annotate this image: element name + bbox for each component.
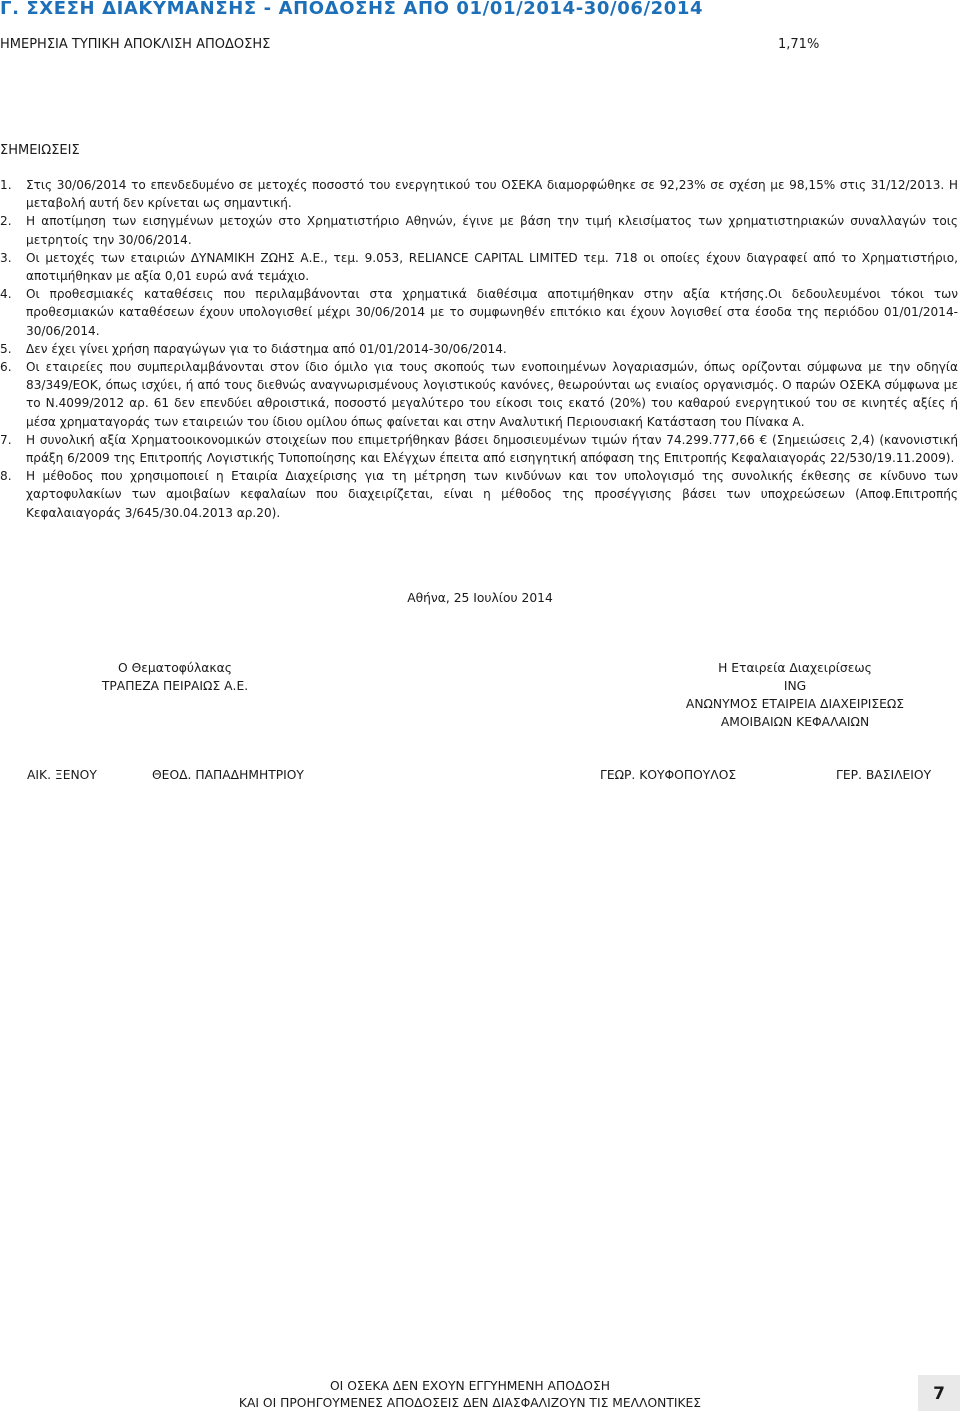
note-item xyxy=(0,358,958,431)
note-number: 4. xyxy=(0,287,12,302)
footer-disclaimer xyxy=(170,1378,770,1412)
signatory-3: ΓΕΩΡ. ΚΟΥΦΟΠΟΥΛΟΣ xyxy=(600,768,737,782)
note-item xyxy=(0,249,958,285)
page-number: 7 xyxy=(918,1375,960,1411)
management-company-line1: ING xyxy=(783,679,807,693)
note-text: Οι μετοχές των εταιριών ΔΥΝΑΜΙΚΗ ΖΩΗΣ Α.Ε., τεμ. 9.053, RELIANCE CAPITAL LIMITED τεμ. 718 οι οποίες έχουν διαγραφεί από το Χρηματιστήριο, αποτιμήθηκαν με αξία 0,01 ευρώ ανά τεμάχιο. xyxy=(26,250,958,284)
section-title: Γ. ΣΧΕΣΗ ΔΙΑΚΥΜΑΝΣΗΣ - ΑΠΟΔΟΣΗΣ ΑΠΟ 01/01/2014-30/06/2014 xyxy=(0,0,704,19)
note-text: Οι προθεσμιακές καταθέσεις που περιλαμβάνονται στα χρηματικά διαθέσιμα αποτιμήθηκαν στην αξία κτήσης.Οι δεδουλευμένοι τόκοι των προθεσμιακών καταθέσεων έχουν υπολογισθεί μέχρι 30/06/2014 με το συμφωνηθέν επιτόκιο και έχουν λογισθεί στα έσοδα της περιόδου 01/01/2014-30/06/2014. xyxy=(26,287,958,338)
note-item xyxy=(0,340,958,358)
note-number: 5. xyxy=(0,341,12,356)
note-item xyxy=(0,176,958,212)
signatory-1: ΑΙΚ. ΞΕΝΟΥ xyxy=(27,768,97,782)
note-text: Οι εταιρείες που συμπεριλαμβάνονται στον ίδιο όμιλο για τους σκοπούς των ενοποιημένων λογαριασμών, όπως ορίζονται σύμφωνα με την οδηγία 83/349/ΕΟΚ, όπως ισχύει, ή από τους διεθνώς αναγνωρισμένους λογιστικούς κανόνες, θεωρούνται ως ενιαίος οργανισμός. Ο παρών ΟΣΕΚΑ σύμφωνα με το Ν.4099/2012 αρ. 61 δεν επενδύει αθροιστικά, ποσοστό μεγαλύτερο του είκοσι τοις εκατό (20%) του καθαρού ενεργητικού του σε κινητές αξίες ή μέσα χρηματαγοράς των εταιρειών του ίδιου ομίλου όπως φαίνεται και στην Αναλυτική Περιουσιακή Κατάσταση του Πίνακα Α. xyxy=(26,360,958,429)
note-item xyxy=(0,431,958,467)
management-company-line3: ΑΜΟΙΒΑΙΩΝ ΚΕΦΑΛΑΙΩΝ xyxy=(720,715,870,729)
notes-list xyxy=(0,176,958,522)
note-number: 8. xyxy=(0,469,12,484)
note-item xyxy=(0,467,958,522)
management-company-role: Η Εταιρεία Διαχειρίσεως xyxy=(718,661,872,675)
note-number: 6. xyxy=(0,360,12,375)
place-date: Αθήνα, 25 Ιουλίου 2014 xyxy=(407,591,553,605)
note-number: 1. xyxy=(0,178,12,192)
signatory-2: ΘΕΟΔ. ΠΑΠΑΔΗΜΗΤΡΙΟΥ xyxy=(152,768,304,782)
note-number: 3. xyxy=(0,250,12,265)
std-deviation-label: ΗΜΕΡΗΣΙΑ ΤΥΠΙΚΗ ΑΠΟΚΛΙΣΗ ΑΠΟΔΟΣΗΣ xyxy=(0,37,271,52)
notes-heading: ΣΗΜΕΙΩΣΕΙΣ xyxy=(0,143,80,158)
footer-line-1: ΟΙ ΟΣΕΚΑ ΔΕΝ ΕΧΟΥΝ ΕΓΓΥΗΜΕΝΗ ΑΠΟΔΟΣΗ xyxy=(329,1379,610,1393)
note-item xyxy=(0,285,958,340)
std-deviation-value: 1,71% xyxy=(778,37,820,52)
management-company-line2: ΑΝΩΝΥΜΟΣ ΕΤΑΙΡΕΙΑ ΔΙΑΧΕΙΡΙΣΕΩΣ xyxy=(685,697,905,711)
note-number: 7. xyxy=(0,432,12,447)
note-item xyxy=(0,212,958,248)
note-text: Η αποτίμηση των εισηγμένων μετοχών στο Χρηματιστήριο Αθηνών, έγινε με βάση την τιμή κλεισίματος των χρηματιστηριακών συναλλαγών τοις μετρητοίς την 30/06/2014. xyxy=(26,214,958,247)
note-text: Η συνολική αξία Χρηματοοικονομικών στοιχείων που επιμετρήθηκαν βάσει δημοσιευμένων τιμών ήταν 74.299.777,66 € (Σημειώσεις 2,4) (κανονιστική πράξη 6/2009 της Επιτροπής Λογιστικής Τυποποίησης και Ελέγχων έπειτα από εισηγητική απόφαση της Επιτροπής Κεφαλαιαγοράς 22/530/19.11.2009). xyxy=(26,432,958,466)
footer-line-2: ΚΑΙ ΟΙ ΠΡΟΗΓΟΥΜΕΝΕΣ ΑΠΟΔΟΣΕΙΣ ΔΕΝ ΔΙΑΣΦΑΛΙΖΟΥΝ ΤΙΣ ΜΕΛΛΟΝΤΙΚΕΣ xyxy=(238,1396,702,1410)
note-text: Στις 30/06/2014 το επενδεδυμένο σε μετοχές ποσοστό του ενεργητικού του ΟΣΕΚΑ διαμορφώθηκε σε 92,23% σε σχέση με 98,15% στις 31/12/2013. Η μεταβολή αυτή δεν κρίνεται ως σημαντική. xyxy=(26,178,958,211)
custodian-role: Ο Θεματοφύλακας xyxy=(118,661,232,675)
signatory-4: ΓΕΡ. ΒΑΣΙΛΕΙΟΥ xyxy=(836,768,932,782)
note-text: Δεν έχει γίνει χρήση παραγώγων για το διάστημα από 01/01/2014-30/06/2014. xyxy=(26,341,507,356)
note-number: 2. xyxy=(0,214,12,229)
custodian-name: ΤΡΑΠΕΖΑ ΠΕΙΡΑΙΩΣ Α.Ε. xyxy=(101,679,249,693)
note-text: Η μέθοδος που χρησιμοποιεί η Εταιρία Διαχείρισης για τη μέτρηση των κινδύνων και τον υπολογισμό της συνολικής έκθεσης σε κίνδυνο των χαρτοφυλακίων των αμοιβαίων κεφαλαίων που διαχειρίζεται, είναι η μέθοδος της προσέγγισης βάσει των υποχρεώσεων (Αποφ.Επιτροπής Κεφαλαιαγοράς 3/645/30.04.2013 αρ.20). xyxy=(26,469,958,520)
